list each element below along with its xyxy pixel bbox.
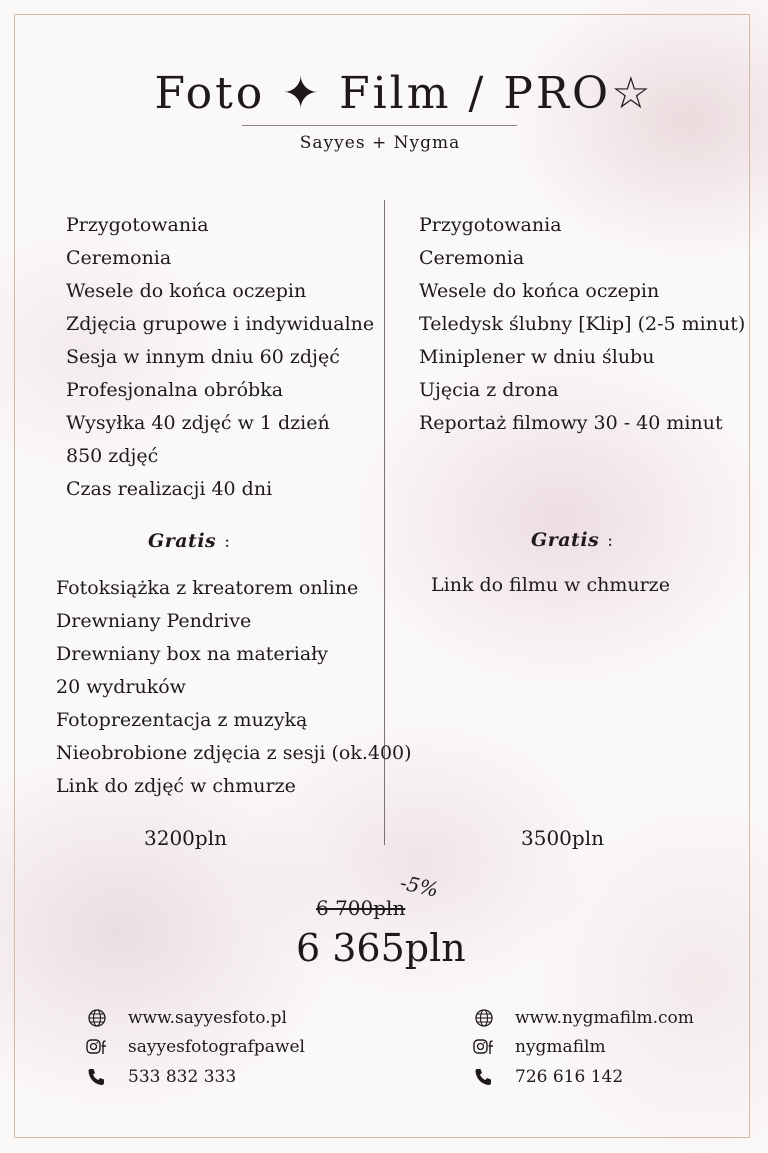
list-item: Nieobrobione zdjęcia z sesji (ok.400): [56, 742, 412, 764]
list-item: Reportaż filmowy 30 - 40 minut: [419, 412, 723, 434]
list-item: Drewniany Pendrive: [56, 610, 252, 632]
page-title: Foto ✦ Film / PRO☆: [154, 68, 654, 119]
list-item: Wesele do końca oczepin: [419, 280, 660, 302]
photo-price: 3200pln: [144, 826, 227, 850]
list-item: Link do filmu w chmurze: [431, 574, 670, 596]
list-item: Fotoprezentacja z muzyką: [56, 709, 308, 731]
list-item: Ujęcia z drona: [419, 379, 559, 401]
photo-gratis-heading: [148, 530, 230, 552]
list-item: Czas realizacji 40 dni: [66, 478, 273, 500]
phone-icon: [86, 1067, 108, 1087]
website-link[interactable]: www.sayyesfoto.pl: [128, 1008, 287, 1028]
list-item: Link do zdjęć w chmurze: [56, 775, 296, 797]
film-gratis-heading: [531, 529, 613, 551]
list-item: Wysyłka 40 zdjęć w 1 dzień: [66, 412, 330, 434]
list-item: Teledysk ślubny [Klip] (2-5 minut): [419, 313, 746, 335]
list-item: Drewniany box na materiały: [56, 643, 329, 665]
film-gratis-list: [431, 569, 670, 602]
total-price: 6 365pln: [296, 926, 466, 970]
title-underline: [242, 125, 517, 126]
page-subtitle: Sayyes + Nygma: [299, 133, 461, 153]
gratis-colon: :: [607, 531, 614, 551]
list-item: Zdjęcia grupowe i indywidualne: [66, 313, 375, 335]
instagram-facebook-icon: [473, 1037, 495, 1057]
list-item: 20 wydruków: [56, 676, 186, 698]
list-item: Ceremonia: [66, 247, 172, 269]
list-item: Ceremonia: [419, 247, 525, 269]
list-item: Przygotowania: [419, 214, 562, 236]
globe-icon: [86, 1008, 108, 1028]
gratis-label: Gratis: [531, 529, 600, 551]
film-price: 3500pln: [521, 826, 604, 850]
old-price: 6 700pln: [316, 896, 406, 920]
instagram-facebook-icon: [86, 1037, 108, 1057]
gratis-label: Gratis: [148, 530, 217, 552]
film-features-list: [419, 209, 745, 440]
list-item: Sesja w innym dniu 60 zdjęć: [66, 346, 340, 368]
list-item: Wesele do końca oczepin: [66, 280, 307, 302]
list-item: Miniplener w dniu ślubu: [419, 346, 655, 368]
list-item: Przygotowania: [66, 214, 209, 236]
list-item: 850 zdjęć: [66, 445, 159, 467]
social-handle[interactable]: nygmafilm: [515, 1037, 606, 1057]
discount-label: -5%: [397, 870, 441, 902]
gratis-colon: :: [224, 532, 231, 552]
social-handle[interactable]: sayyesfotografpawel: [128, 1037, 305, 1057]
website-link[interactable]: www.nygmafilm.com: [515, 1008, 694, 1028]
list-item: Profesjonalna obróbka: [66, 379, 284, 401]
phone-icon: [473, 1067, 495, 1087]
photo-gratis-list: [56, 572, 412, 803]
list-item: Fotoksiążka z kreatorem online: [56, 577, 359, 599]
phone-number[interactable]: 726 616 142: [515, 1067, 624, 1087]
phone-number[interactable]: 533 832 333: [128, 1067, 237, 1087]
globe-icon: [473, 1008, 495, 1028]
photo-features-list: [66, 209, 374, 506]
